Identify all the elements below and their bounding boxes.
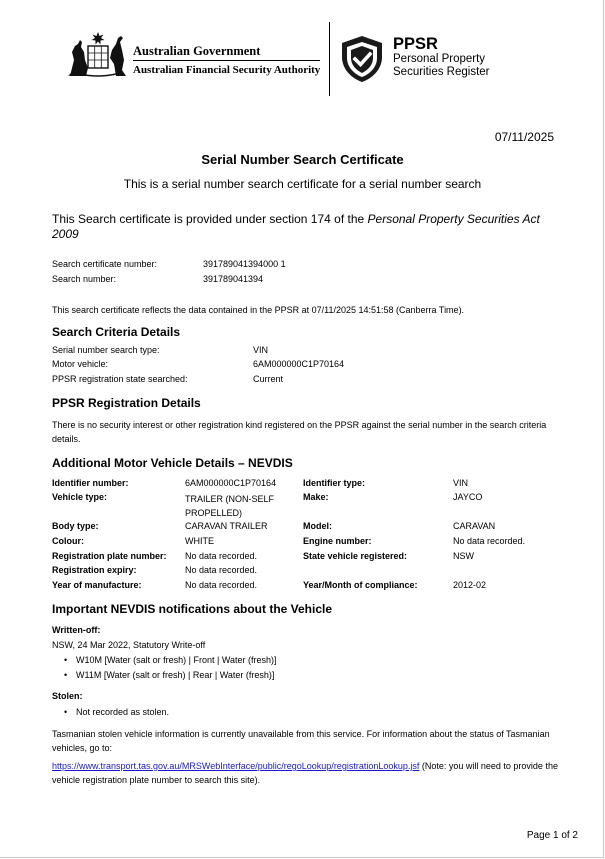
ppsr-shield-check-icon (340, 35, 384, 83)
registration-details-text: There is no security interest or other registration kind registered on the PPSR against the serial number in the search criteria details. (52, 420, 547, 444)
body-type-value: CARAVAN TRAILER (185, 521, 268, 531)
compliance-value: 2012-02 (453, 580, 487, 590)
agency-name: Australian Financial Security Authority (133, 64, 321, 76)
written-off-line: NSW, 24 Mar 2022, Statutory Write-off (52, 640, 206, 650)
criteria-state-label: PPSR registration state searched: (52, 374, 188, 384)
government-name: Australian Government (133, 44, 261, 58)
identifier-number-label: Identifier number: (52, 478, 129, 488)
intro-prefix: This Search certificate is provided under section 174 of the (52, 212, 368, 226)
page-subtitle: This is a serial number search certificate for a serial number search (123, 177, 482, 191)
ppsr-logo-text: PPSR (393, 35, 438, 53)
search-number-label: Search number: (52, 274, 117, 284)
stolen-list (52, 705, 169, 720)
nevdis-heading: Additional Motor Vehicle Details – NEVDIS (52, 456, 293, 470)
registration-details-heading: PPSR Registration Details (52, 396, 201, 410)
ppsr-tagline-line2: Securities Register (393, 66, 490, 78)
tasmania-lookup-link[interactable]: https://www.transport.tas.gov.au/MRSWebInterface/public/regoLookup/registrationLookup.jsf (52, 761, 420, 771)
page-number: Page 1 of 2 (526, 830, 578, 841)
model-value: CARAVAN (453, 521, 496, 531)
colour-label: Colour: (52, 536, 84, 546)
tasmania-notice: Tasmanian stolen vehicle information is currently unavailable from this service. For information about the status of Tasmanian vehicles, go to: (52, 729, 550, 753)
list-item: • W10M [Water (salt or fresh) | Front | Water (fresh)] (76, 653, 277, 668)
criteria-state-value: Current (253, 374, 284, 384)
coat-of-arms-icon (66, 30, 130, 78)
search-criteria-heading: Search Criteria Details (52, 325, 181, 339)
identifier-type-label: Identifier type: (303, 478, 366, 488)
year-of-manufacture-value: No data recorded. (185, 580, 258, 590)
notifications-heading: Important NEVDIS notifications about the Vehicle (52, 602, 333, 616)
stolen-label: Stolen: (52, 691, 83, 701)
criteria-motor-vehicle-value: 6AM000000C1P70164 (253, 359, 345, 369)
tasmania-link-note: (Note: you will need to provide the vehicle registration plate number to search this site). (52, 761, 558, 785)
registration-expiry-label: Registration expiry: (52, 565, 137, 575)
intro-statement (52, 212, 562, 242)
year-of-manufacture-label: Year of manufacture: (52, 580, 142, 590)
list-item: • W11M [Water (salt or fresh) | Rear | Water (fresh)] (76, 668, 277, 683)
criteria-search-type-label: Serial number search type: (52, 345, 160, 355)
reflects-statement: This search certificate reflects the data contained in the PPSR at 07/11/2025 14:51:58 (Canberra Time). (52, 305, 465, 315)
identifier-type-value: VIN (453, 478, 469, 488)
colour-value: WHITE (185, 536, 214, 546)
compliance-label: Year/Month of compliance: (303, 580, 418, 590)
model-label: Model: (303, 521, 332, 531)
vehicle-type-label: Vehicle type: (52, 492, 108, 502)
engine-number-label: Engine number: (303, 536, 372, 546)
list-item: • Not recorded as stolen. (76, 705, 169, 720)
identifier-number-value: 6AM000000C1P70164 (185, 478, 277, 488)
criteria-search-type-value: VIN (253, 345, 269, 355)
certificate-date: 07/11/2025 (494, 130, 554, 144)
government-rule (133, 60, 320, 61)
state-registered-value: NSW (453, 551, 474, 561)
search-number-value: 391789041394 (203, 274, 264, 284)
vehicle-type-value: TRAILER (NON-SELF PROPELLED) (185, 494, 275, 518)
search-certificate-number-label: Search certificate number: (52, 259, 158, 269)
registration-plate-label: Registration plate number: (52, 551, 167, 561)
make-value: JAYCO (453, 492, 483, 502)
written-off-label: Written-off: (52, 625, 101, 635)
registration-plate-value: No data recorded. (185, 551, 258, 561)
header-divider (329, 22, 330, 96)
act-name: Personal Property Securities Act 2009 (52, 212, 540, 241)
registration-expiry-value: No data recorded. (185, 565, 258, 575)
written-off-list (52, 653, 277, 682)
engine-number-value: No data recorded. (453, 536, 526, 546)
state-registered-label: State vehicle registered: (303, 551, 408, 561)
tasmania-link-paragraph (52, 759, 562, 787)
page-title: Serial Number Search Certificate (201, 152, 404, 167)
search-certificate-number-value: 391789041394000 1 (203, 259, 286, 269)
criteria-motor-vehicle-label: Motor vehicle: (52, 359, 109, 369)
body-type-label: Body type: (52, 521, 99, 531)
make-label: Make: (303, 492, 329, 502)
ppsr-tagline-line1: Personal Property (393, 53, 486, 65)
